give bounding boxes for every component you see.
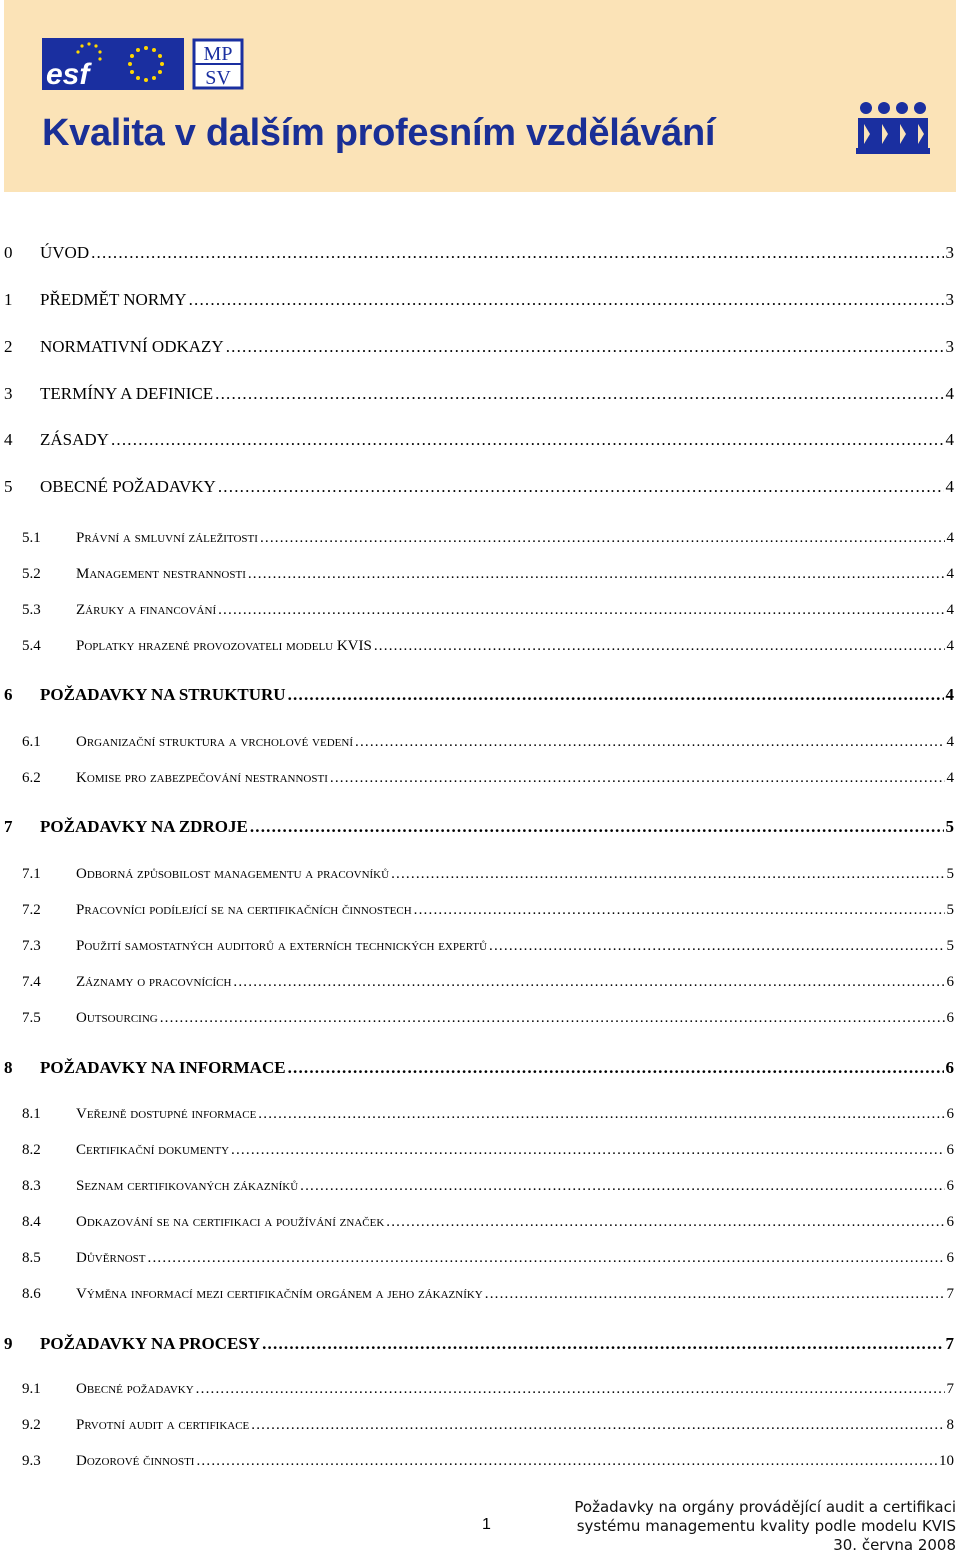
toc-dot-leader xyxy=(148,1250,945,1267)
toc-entry-number: 3 xyxy=(4,384,13,403)
toc-dot-leader xyxy=(218,477,944,497)
toc-entry-number: 6.1 xyxy=(22,734,41,750)
toc-dot-leader xyxy=(262,1334,943,1354)
toc-dot-leader xyxy=(196,1453,937,1470)
esf-logo xyxy=(42,38,108,90)
toc-entry[interactable] xyxy=(0,1286,960,1310)
toc-entry-number: 9.3 xyxy=(22,1453,41,1469)
toc-entry-title: Záznamy o pracovnících xyxy=(76,974,232,990)
toc-entry-title: Outsourcing xyxy=(76,1010,158,1026)
toc-dot-leader xyxy=(250,817,944,837)
toc-entry-line xyxy=(40,1058,954,1078)
toc-entry-number: 4 xyxy=(4,430,13,449)
toc-entry-line xyxy=(76,734,954,751)
toc-dot-leader xyxy=(111,430,944,450)
toc-entry-title: POŽADAVKY NA PROCESY xyxy=(40,1334,261,1353)
toc-entry[interactable] xyxy=(0,602,960,626)
toc-entry[interactable] xyxy=(0,1106,960,1130)
toc-entry-title: Komise pro zabezpečování nestrannosti xyxy=(76,770,328,786)
toc-dot-leader xyxy=(231,1142,944,1159)
toc-entry[interactable] xyxy=(0,902,960,926)
toc-entry-page: 5 xyxy=(946,866,954,882)
toc-entry-line xyxy=(76,938,954,955)
toc-entry-line xyxy=(76,1417,954,1434)
eu-flag-logo xyxy=(108,38,184,90)
toc-entry-title: Výměna informací mezi certifikačním orgánem a jeho zákazníky xyxy=(76,1286,483,1302)
toc-dot-leader xyxy=(218,602,944,619)
toc-entry-title: ÚVOD xyxy=(40,243,90,262)
toc-entry-number: 7.5 xyxy=(22,1010,41,1026)
toc-entry-line xyxy=(40,477,954,497)
toc-entry-page: 4 xyxy=(945,430,954,449)
document-title: Kvalita v dalším profesním vzdělávání xyxy=(42,112,716,154)
toc-entry-title: Právní a smluvní záležitosti xyxy=(76,530,258,546)
toc-entry-line xyxy=(40,685,954,705)
toc-entry-page: 7 xyxy=(946,1381,954,1397)
toc-entry[interactable] xyxy=(0,430,960,454)
toc-entry-title: Organizační struktura a vrcholové vedení xyxy=(76,734,353,750)
toc-entry-page: 8 xyxy=(946,1417,954,1433)
toc-entry-line xyxy=(76,770,954,787)
toc-entry-number: 5.4 xyxy=(22,638,41,654)
toc-entry-line xyxy=(76,1178,954,1195)
toc-entry-number: 6.2 xyxy=(22,770,41,786)
toc-entry-page: 6 xyxy=(946,1250,954,1266)
toc-entry[interactable] xyxy=(0,1142,960,1166)
toc-entry-line xyxy=(76,1214,954,1231)
toc-dot-leader xyxy=(288,1058,944,1078)
footer-document-info xyxy=(574,1498,956,1555)
toc-entry-page: 7 xyxy=(945,1334,954,1353)
toc-entry-line xyxy=(40,384,954,404)
toc-entry-number: 7.2 xyxy=(22,902,41,918)
toc-dot-leader xyxy=(248,566,945,583)
toc-entry-number: 7.4 xyxy=(22,974,41,990)
toc-entry-line xyxy=(76,866,954,883)
toc-entry-title: OBECNÉ POŽADAVKY xyxy=(40,477,216,496)
toc-dot-leader xyxy=(226,337,944,357)
toc-entry[interactable] xyxy=(0,1214,960,1238)
toc-entry-number: 0 xyxy=(4,243,13,262)
toc-entry-page: 3 xyxy=(945,337,954,356)
toc-entry-page: 4 xyxy=(946,734,954,750)
toc-entry-number: 5 xyxy=(4,477,13,496)
toc-entry[interactable] xyxy=(0,817,960,841)
toc-entry-line xyxy=(76,974,954,991)
toc-entry-title: TERMÍNY A DEFINICE xyxy=(40,384,214,403)
toc-entry-page: 6 xyxy=(946,1214,954,1230)
toc-entry-page: 5 xyxy=(946,938,954,954)
toc-entry-number: 6 xyxy=(4,685,13,704)
toc-dot-leader xyxy=(355,734,945,751)
toc-entry-title: Dozorové činnosti xyxy=(76,1453,195,1469)
toc-entry[interactable] xyxy=(0,1453,960,1477)
toc-entry-line xyxy=(76,1010,954,1027)
toc-entry-page: 6 xyxy=(946,1010,954,1026)
toc-entry-number: 8.4 xyxy=(22,1214,41,1230)
toc-entry-line xyxy=(76,1381,954,1398)
toc-entry-page: 6 xyxy=(946,1142,954,1158)
toc-entry-title: Management nestrannosti xyxy=(76,566,246,582)
toc-entry-page: 3 xyxy=(945,243,954,262)
toc-entry-number: 8 xyxy=(4,1058,13,1077)
toc-dot-leader xyxy=(374,638,945,655)
toc-entry-number: 9.2 xyxy=(22,1417,41,1433)
toc-entry-line xyxy=(76,902,954,919)
toc-entry[interactable] xyxy=(0,734,960,758)
toc-entry-line xyxy=(40,337,954,357)
toc-entry-title: Odborná způsobilost managementu a pracovníků xyxy=(76,866,390,882)
toc-entry-number: 9.1 xyxy=(22,1381,41,1397)
toc-dot-leader xyxy=(215,384,943,404)
toc-entry[interactable] xyxy=(0,530,960,554)
toc-entry-number: 8.5 xyxy=(22,1250,41,1266)
toc-entry-page: 4 xyxy=(946,602,954,618)
footer-date: 30. června 2008 xyxy=(833,1536,956,1554)
toc-entry[interactable] xyxy=(0,290,960,314)
toc-entry[interactable] xyxy=(0,1381,960,1405)
toc-entry-title: Prvotní audit a certifikace xyxy=(76,1417,250,1433)
toc-entry-title: Certifikační dokumenty xyxy=(76,1142,230,1158)
toc-entry-page: 6 xyxy=(946,974,954,990)
toc-entry-number: 7 xyxy=(4,817,13,836)
toc-dot-leader xyxy=(288,685,944,705)
toc-entry-title: NORMATIVNÍ ODKAZY xyxy=(40,337,224,356)
toc-entry-title: POŽADAVKY NA INFORMACE xyxy=(40,1058,286,1077)
toc-entry[interactable] xyxy=(0,1058,960,1082)
toc-entry[interactable] xyxy=(0,1334,960,1358)
toc-entry[interactable] xyxy=(0,477,960,501)
toc-entry-title: Pracovníci podílející se na certifikačních činnostech xyxy=(76,902,412,918)
toc-entry-number: 5.1 xyxy=(22,530,41,546)
toc-entry-line xyxy=(40,290,954,310)
toc-entry-page: 5 xyxy=(945,817,954,836)
toc-entry-page: 3 xyxy=(945,290,954,309)
toc-entry-page: 6 xyxy=(946,1178,954,1194)
toc-entry-line xyxy=(76,638,954,655)
toc-entry-title: Důvěrnost xyxy=(76,1250,146,1266)
toc-entry[interactable] xyxy=(0,1250,960,1274)
toc-dot-leader xyxy=(251,1417,944,1434)
toc-entry-number: 2 xyxy=(4,337,13,356)
toc-entry[interactable] xyxy=(0,974,960,998)
toc-entry-number: 8.6 xyxy=(22,1286,41,1302)
toc-entry-page: 4 xyxy=(946,770,954,786)
toc-dot-leader xyxy=(189,290,944,310)
toc-entry-number: 8.1 xyxy=(22,1106,41,1122)
svg-text:MP: MP xyxy=(203,43,233,65)
toc-dot-leader xyxy=(91,243,943,263)
toc-dot-leader xyxy=(489,938,944,955)
toc-dot-leader xyxy=(330,770,945,787)
page-number: 1 xyxy=(482,1516,491,1533)
toc-dot-leader xyxy=(260,530,945,547)
toc-entry-title: PŘEDMĚT NORMY xyxy=(40,290,187,309)
toc-entry-number: 8.2 xyxy=(22,1142,41,1158)
header-banner xyxy=(4,0,956,192)
toc-entry-title: Použití samostatných auditorů a externích technických expertů xyxy=(76,938,488,954)
toc-entry[interactable] xyxy=(0,638,960,662)
footer-line: systému managementu kvality podle modelu KVIS xyxy=(576,1517,956,1535)
mpsv-logo xyxy=(192,38,244,90)
toc-entry-number: 5.3 xyxy=(22,602,41,618)
toc-dot-leader xyxy=(258,1106,944,1123)
toc-entry-page: 6 xyxy=(946,1106,954,1122)
toc-entry[interactable] xyxy=(0,384,960,408)
toc-entry[interactable] xyxy=(0,866,960,890)
toc-entry-number: 8.3 xyxy=(22,1178,41,1194)
people-group-icon xyxy=(856,100,930,156)
toc-entry-page: 5 xyxy=(946,902,954,918)
toc-entry-page: 4 xyxy=(946,530,954,546)
toc-entry-page: 4 xyxy=(946,566,954,582)
toc-entry-line xyxy=(76,530,954,547)
toc-entry-line xyxy=(40,1334,954,1354)
toc-dot-leader xyxy=(391,866,944,883)
toc-entry-title: Záruky a financování xyxy=(76,602,217,618)
svg-text:SV: SV xyxy=(205,67,231,89)
toc-entry[interactable] xyxy=(0,938,960,962)
toc-entry-number: 9 xyxy=(4,1334,13,1353)
toc-entry-line xyxy=(76,1250,954,1267)
toc-entry-line xyxy=(76,602,954,619)
footer-line: Požadavky na orgány provádějící audit a certifikaci xyxy=(574,1498,956,1516)
toc-entry[interactable] xyxy=(0,1178,960,1202)
toc-dot-leader xyxy=(196,1381,945,1398)
toc-entry[interactable] xyxy=(0,566,960,590)
toc-entry[interactable] xyxy=(0,337,960,361)
toc-entry-page: 4 xyxy=(946,638,954,654)
toc-dot-leader xyxy=(233,974,944,991)
toc-dot-leader xyxy=(414,902,945,919)
toc-entry-title: Obecné požadavky xyxy=(76,1381,194,1397)
toc-entry[interactable] xyxy=(0,770,960,794)
toc-entry-line xyxy=(76,1453,954,1470)
toc-entry-title: Poplatky hrazené provozovateli modelu KVIS xyxy=(76,638,372,654)
toc-entry-line xyxy=(76,1286,954,1303)
toc-dot-leader xyxy=(160,1010,945,1027)
toc-entry-page: 4 xyxy=(945,685,954,704)
toc-entry-page: 4 xyxy=(945,477,954,496)
toc-entry-number: 7.1 xyxy=(22,866,41,882)
toc-entry[interactable] xyxy=(0,243,960,267)
toc-entry-title: ZÁSADY xyxy=(40,430,109,449)
toc-entry-page: 7 xyxy=(946,1286,954,1302)
toc-entry-line xyxy=(40,243,954,263)
toc-entry[interactable] xyxy=(0,1010,960,1034)
toc-dot-leader xyxy=(386,1214,944,1231)
toc-entry-title: POŽADAVKY NA STRUKTURU xyxy=(40,685,286,704)
toc-entry-line xyxy=(76,1142,954,1159)
toc-entry[interactable] xyxy=(0,685,960,709)
toc-dot-leader xyxy=(485,1286,945,1303)
toc-entry-number: 5.2 xyxy=(22,566,41,582)
toc-entry-page: 6 xyxy=(945,1058,954,1077)
toc-entry-line xyxy=(76,1106,954,1123)
toc-entry-title: Odkazování se na certifikaci a používání značek xyxy=(76,1214,385,1230)
toc-entry-title: Seznam certifikovaných zákazníků xyxy=(76,1178,299,1194)
toc-entry-page: 4 xyxy=(945,384,954,403)
toc-entry-title: Veřejně dostupné informace xyxy=(76,1106,257,1122)
toc-entry-page: 10 xyxy=(939,1453,954,1469)
toc-entry[interactable] xyxy=(0,1417,960,1441)
svg-text:esf: esf xyxy=(46,58,90,90)
toc-entry-line xyxy=(76,566,954,583)
toc-entry-number: 7.3 xyxy=(22,938,41,954)
toc-entry-line xyxy=(40,817,954,837)
toc-entry-line xyxy=(40,430,954,450)
toc-entry-title: POŽADAVKY NA ZDROJE xyxy=(40,817,248,836)
toc-dot-leader xyxy=(300,1178,944,1195)
toc-entry-number: 1 xyxy=(4,290,13,309)
